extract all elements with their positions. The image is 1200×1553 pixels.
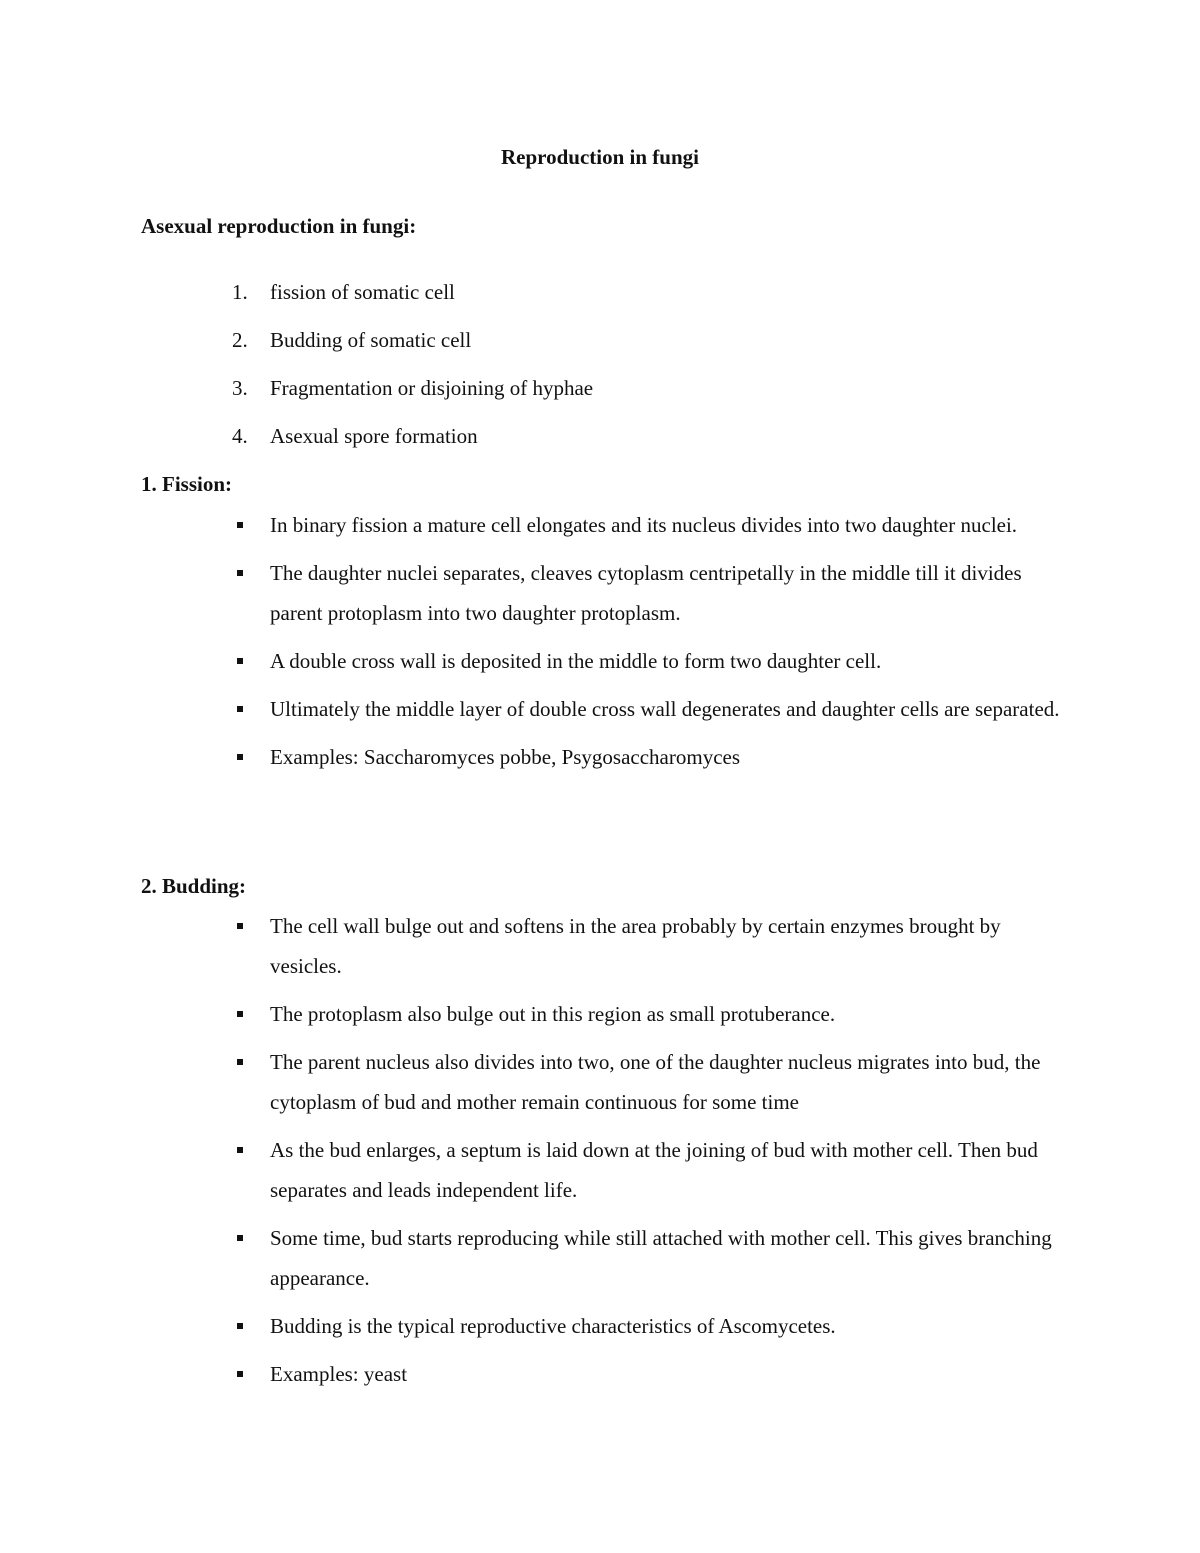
- list-item-number: 4.: [232, 424, 248, 448]
- bullet-text: The daughter nuclei separates, cleaves cytoplasm centripetally in the middle till it divides parent protoplasm into two daughter protoplasm.: [270, 561, 1022, 625]
- square-bullet-icon: [237, 1059, 243, 1065]
- bullet-text: A double cross wall is deposited in the middle to form two daughter cell.: [270, 649, 882, 673]
- square-bullet-icon: [237, 1323, 243, 1329]
- bullet-text: The protoplasm also bulge out in this region as small protuberance.: [270, 1002, 836, 1026]
- bullet-text: Examples: Saccharomyces pobbe, Psygosaccharomyces: [270, 745, 741, 769]
- fission-heading: 1. Fission:: [141, 472, 233, 496]
- fission-bullet-list: [0, 505, 1200, 785]
- bullet-text: Ultimately the middle layer of double cross wall degenerates and daughter cells are separated.: [270, 697, 1060, 721]
- bullet-item: [0, 994, 1200, 1034]
- square-bullet-icon: [237, 1147, 243, 1153]
- bullet-text: Budding is the typical reproductive characteristics of Ascomycetes.: [270, 1314, 836, 1338]
- bullet-text: In binary fission a mature cell elongates and its nucleus divides into two daughter nuclei.: [270, 513, 1018, 537]
- list-item-text: fission of somatic cell: [270, 280, 455, 304]
- list-item-number: 2.: [232, 328, 248, 352]
- list-item-text: Fragmentation or disjoining of hyphae: [270, 376, 594, 400]
- page-title: Reproduction in fungi: [501, 145, 699, 169]
- list-item-text: Budding of somatic cell: [270, 328, 472, 352]
- list-item-text: Asexual spore formation: [270, 424, 478, 448]
- bullet-item: [0, 505, 1200, 545]
- square-bullet-icon: [237, 923, 243, 929]
- section-subheading: Asexual reproduction in fungi:: [141, 214, 417, 238]
- bullet-item: [0, 906, 1200, 986]
- bullet-item: [0, 1306, 1200, 1346]
- bullet-item: [0, 1130, 1200, 1210]
- bullet-item: [0, 1354, 1200, 1394]
- list-item-number: 3.: [232, 376, 248, 400]
- list-item-number: 1.: [232, 280, 248, 304]
- bullet-item: [0, 1042, 1200, 1122]
- square-bullet-icon: [237, 658, 243, 664]
- bullet-text: The cell wall bulge out and softens in the area probably by certain enzymes brought by vesicles.: [270, 914, 1001, 978]
- square-bullet-icon: [237, 570, 243, 576]
- bullet-text: The parent nucleus also divides into two, one of the daughter nucleus migrates into bud, the cytoplasm of bud and mother remain continuous for some time: [270, 1050, 1041, 1114]
- square-bullet-icon: [237, 522, 243, 528]
- bullet-item: [0, 641, 1200, 681]
- bullet-text: Some time, bud starts reproducing while still attached with mother cell. This gives branching appearance.: [270, 1226, 1052, 1290]
- bullet-text: As the bud enlarges, a septum is laid down at the joining of bud with mother cell. Then bud separates and leads independent life.: [270, 1138, 1038, 1202]
- square-bullet-icon: [237, 706, 243, 712]
- bullet-item: [0, 553, 1200, 633]
- budding-bullet-list: [0, 906, 1200, 1402]
- square-bullet-icon: [237, 1371, 243, 1377]
- square-bullet-icon: [237, 1235, 243, 1241]
- bullet-text: Examples: yeast: [270, 1362, 408, 1386]
- bullet-item: [0, 1218, 1200, 1298]
- bullet-item: [0, 737, 1200, 777]
- square-bullet-icon: [237, 1011, 243, 1017]
- bullet-item: [0, 689, 1200, 729]
- square-bullet-icon: [237, 754, 243, 760]
- budding-heading: 2. Budding:: [141, 874, 247, 898]
